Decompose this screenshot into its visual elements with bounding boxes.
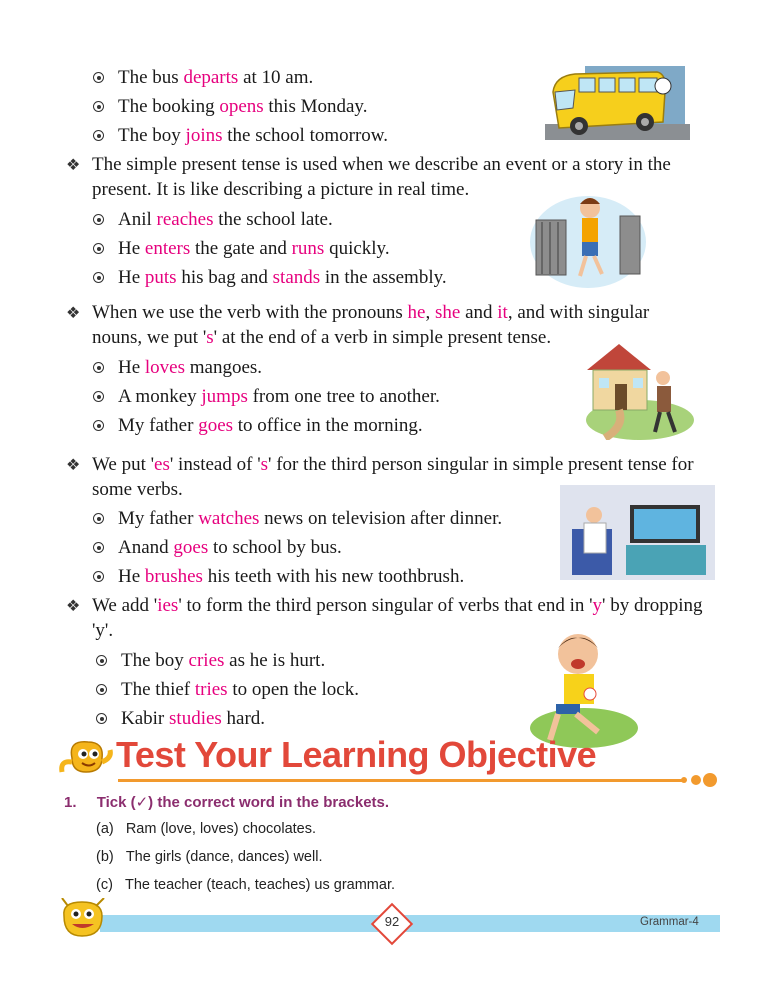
example-sentence: He brushes his teeth with his new toothbrush. bbox=[118, 566, 465, 587]
rule-text: present. It is like describing a picture in real time. bbox=[92, 179, 470, 200]
rule-text: We put 'es' instead of 's' for the third person singular in simple present tense for bbox=[92, 454, 694, 475]
circle-bullet-icon bbox=[96, 713, 107, 724]
circle-bullet-icon bbox=[96, 655, 107, 666]
heading-rule bbox=[118, 779, 684, 782]
example-sentence: Anand goes to school by bus. bbox=[118, 537, 342, 558]
book-title: Grammar-4 bbox=[640, 916, 699, 928]
example-sentence: He enters the gate and runs quickly. bbox=[118, 238, 390, 259]
circle-bullet-icon bbox=[93, 72, 104, 83]
circle-bullet-icon bbox=[93, 272, 104, 283]
school-bus-illustration bbox=[545, 62, 690, 142]
circle-bullet-icon bbox=[96, 684, 107, 695]
rule-text: The simple present tense is used when we describe an event or a story in the bbox=[92, 154, 671, 175]
example-sentence: The booking opens this Monday. bbox=[118, 96, 368, 117]
section-heading: Test Your Learning Objective bbox=[116, 734, 597, 775]
example-sentence: The bus departs at 10 am. bbox=[118, 67, 314, 88]
rule-text: 'y'. bbox=[92, 620, 114, 641]
house-and-man-illustration bbox=[585, 340, 695, 440]
diamond-bullet-icon: ❖ bbox=[66, 305, 81, 322]
circle-bullet-icon bbox=[93, 362, 104, 373]
example-sentence: He loves mangoes. bbox=[118, 357, 263, 378]
circle-bullet-icon bbox=[93, 101, 104, 112]
boy-at-gate-illustration bbox=[528, 180, 648, 290]
page-number: 92 bbox=[384, 914, 400, 929]
exercise-item: (c) The teacher (teach, teaches) us grammar. bbox=[96, 877, 396, 893]
diamond-bullet-icon: ❖ bbox=[66, 457, 81, 474]
diamond-bullet-icon: ❖ bbox=[66, 157, 81, 174]
monster-mascot-icon bbox=[56, 898, 110, 942]
exercise-item: (a) Ram (love, loves) chocolates. bbox=[96, 821, 317, 837]
rule-text: We add 'ies' to form the third person singular of verbs that end in 'y' by dropping bbox=[92, 595, 703, 616]
rule-text: some verbs. bbox=[92, 479, 183, 500]
rule-text: When we use the verb with the pronouns he, she and it, and with singular bbox=[92, 302, 650, 323]
circle-bullet-icon bbox=[93, 214, 104, 225]
heading-dots-icon bbox=[668, 770, 720, 790]
mascot-icon bbox=[58, 736, 114, 782]
circle-bullet-icon bbox=[93, 130, 104, 141]
example-sentence: My father watches news on television after dinner. bbox=[118, 508, 503, 529]
circle-bullet-icon bbox=[93, 243, 104, 254]
circle-bullet-icon bbox=[93, 420, 104, 431]
example-sentence: A monkey jumps from one tree to another. bbox=[118, 386, 440, 407]
rule-text: nouns, we put 's' at the end of a verb in simple present tense. bbox=[92, 327, 552, 348]
crying-boy-illustration bbox=[528, 628, 640, 750]
example-sentence: The thief tries to open the lock. bbox=[121, 679, 359, 700]
circle-bullet-icon bbox=[93, 571, 104, 582]
example-sentence: My father goes to office in the morning. bbox=[118, 415, 423, 436]
example-sentence: The boy joins the school tomorrow. bbox=[118, 125, 389, 146]
question-text: 1. Tick (✓) the correct word in the brackets. bbox=[64, 794, 390, 811]
example-sentence: Anil reaches the school late. bbox=[118, 209, 333, 230]
circle-bullet-icon bbox=[93, 513, 104, 524]
exercise-item: (b) The girls (dance, dances) well. bbox=[96, 849, 323, 865]
circle-bullet-icon bbox=[93, 542, 104, 553]
example-sentence: He puts his bag and stands in the assembly. bbox=[118, 267, 447, 288]
example-sentence: Kabir studies hard. bbox=[121, 708, 266, 729]
circle-bullet-icon bbox=[93, 391, 104, 402]
example-sentence: The boy cries as he is hurt. bbox=[121, 650, 326, 671]
father-watching-tv-illustration bbox=[560, 485, 715, 580]
diamond-bullet-icon: ❖ bbox=[66, 598, 81, 615]
checkmark-icon: ✓ bbox=[135, 794, 149, 811]
